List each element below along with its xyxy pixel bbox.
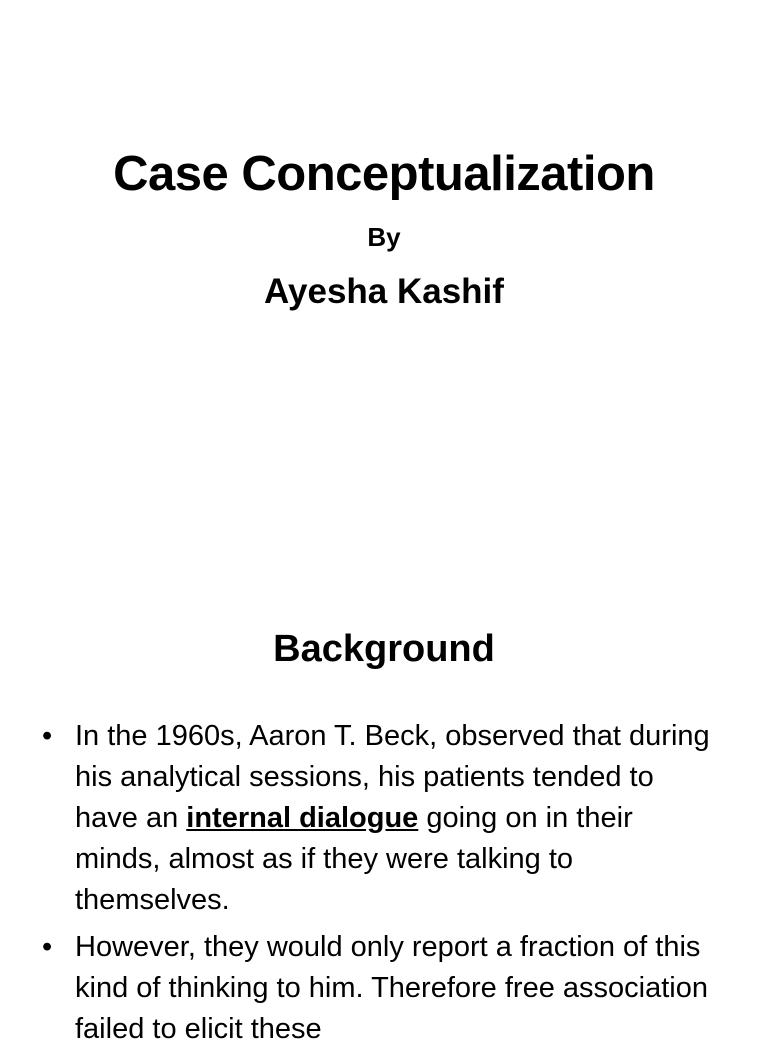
emphasized-term: internal dialogue [186,802,419,834]
bullet-text-before: In the 1960s, Aaron T. Beck, observed that during his analytical sessions, his patients tended to have an [75,720,710,834]
byline-label: By [367,222,401,252]
bullet-marker: • [42,720,53,752]
author-name: Ayesha Kashif [264,272,504,311]
bullet-item [40,716,720,921]
slide-heading: Background [273,628,495,670]
bullet-list [40,716,720,1056]
bullet-text: However, they would only report a fraction of this kind of thinking to him. Therefore free association failed to elicit these [75,931,708,1045]
bullet-marker: • [42,931,53,963]
background-slide [0,576,768,1045]
bullet-text-after: going on in their minds, almost as if they were talking to themselves. [75,802,633,916]
bullet-item [40,927,720,1050]
slide-title: Case Conceptualization [113,147,655,201]
